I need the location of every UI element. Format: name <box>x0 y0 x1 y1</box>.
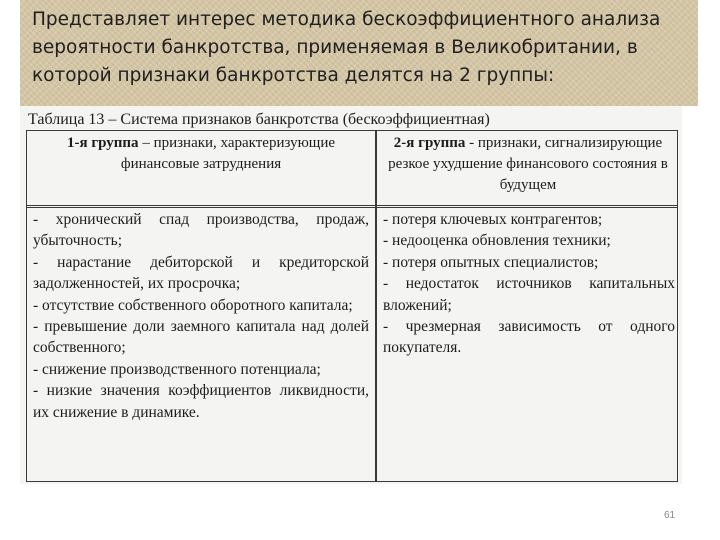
list-item: - превышение доли заемного капитала над долей собственного; <box>33 318 369 357</box>
list-item: - снижение производственного потенциала; <box>33 360 321 378</box>
group-2-description: - признаки, сигнализирующие резкое ухудшение финансового состояния в будущем <box>388 135 668 193</box>
column-divider <box>375 131 377 481</box>
group-2-label: 2-я группа <box>393 135 466 151</box>
list-item: - потеря ключевых контрагентов; <box>383 211 603 228</box>
slide-title: Представляет интерес методика бескоэффициентного анализа вероятности банкротства, применяемая в Великобритании, в которой признаки банкротства делятся на 2 группы: <box>32 9 661 86</box>
list-item: - чрезмерная зависимость от одного покупателя. <box>383 318 675 357</box>
group-1-description: – признаки, характеризующие финансовые затруднения <box>120 135 336 172</box>
list-item: - хронический спад производства, продаж, убыточность; <box>33 211 369 250</box>
list-item: - недостаток источников капитальных вложений; <box>383 275 675 314</box>
list-item: - нарастание дебиторской и кредиторской задолженностей, их просрочка; <box>33 253 369 293</box>
header-divider <box>27 205 677 208</box>
list-item: - потеря опытных специалистов; <box>383 253 599 271</box>
table-grid <box>26 130 678 482</box>
column-header-group-1 <box>33 133 369 175</box>
bankruptcy-signs-table <box>20 106 682 484</box>
column-header-group-2 <box>383 133 673 196</box>
table-caption: Таблица 13 – Система признаков банкротства (бескоэффициентная) <box>28 111 490 128</box>
page-number: 61 <box>664 510 676 521</box>
list-item: - недооценка обновления техники; <box>383 232 611 250</box>
group-1-label: 1-я группа <box>66 135 139 151</box>
group-2-list <box>383 209 675 359</box>
group-1-list <box>33 209 369 423</box>
list-item: - низкие значения коэффициентов ликвидности, их снижение в динамике. <box>33 382 369 421</box>
list-item: - отсутствие собственного оборотного капитала; <box>33 296 353 314</box>
